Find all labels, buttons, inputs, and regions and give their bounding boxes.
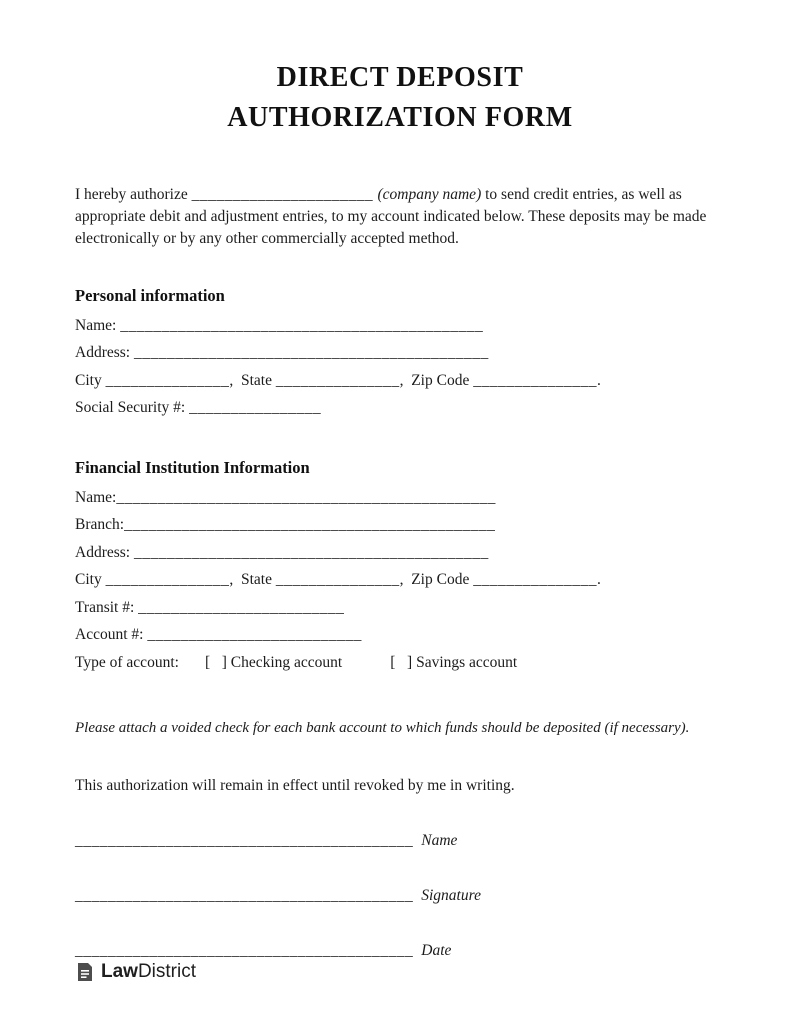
account-number-blank: __________________________: [147, 626, 362, 643]
personal-address-row: [75, 339, 725, 367]
personal-info-fields: [75, 312, 725, 422]
financial-state-label: , State: [229, 571, 276, 588]
personal-state-blank: _______________: [275, 371, 400, 389]
financial-zip-blank: _______________: [473, 571, 597, 588]
personal-name-blank: ____________________________________________: [120, 316, 484, 334]
financial-city-label: City: [75, 571, 106, 588]
logo-text: [101, 961, 196, 983]
transit-number-blank: _________________________: [138, 598, 345, 616]
intro-lead: I hereby authorize: [75, 185, 192, 203]
logo-text-district: District: [137, 961, 197, 982]
account-type-row: [75, 649, 725, 677]
personal-city-blank: _______________: [105, 371, 230, 389]
financial-name-blank: ______________________________________________: [116, 488, 496, 506]
personal-zip-blank: _______________: [473, 371, 597, 389]
checking-account-checkbox: [ ] Checking account: [204, 653, 343, 671]
logo-text-law: Law: [101, 961, 138, 982]
personal-info-heading: Personal information: [75, 285, 225, 305]
financial-name-row: [75, 484, 725, 512]
company-name-blank: ______________________: [191, 185, 378, 203]
financial-city-blank: _______________: [105, 571, 230, 588]
signature-date-blank: _________________________________________: [75, 942, 414, 959]
signature-section: [75, 830, 725, 962]
personal-ssn-row: [75, 394, 725, 422]
financial-address-row: [75, 539, 725, 567]
form-title: [75, 0, 725, 138]
voided-check-note: Please attach a voided check for each bank account to which funds should be deposited (if necessary).: [75, 720, 690, 736]
personal-address-blank: ___________________________________________: [133, 344, 489, 361]
personal-name-label: Name:: [75, 316, 121, 334]
financial-address-blank: ___________________________________________: [133, 543, 489, 561]
intro-body: to send credit entries, as well as appropriate debit and adjustment entries, to my account indicated below. These deposits may be made electronically or by any other commercially accepted method.: [75, 185, 711, 247]
document-icon: [75, 962, 95, 982]
financial-city-row-period: .: [596, 571, 601, 588]
transit-number-label: Transit #:: [75, 598, 139, 616]
company-name-hint: (company name): [377, 185, 482, 203]
signature-date-row: [75, 940, 725, 962]
financial-info-fields: [75, 484, 725, 677]
signature-sign-row: [75, 885, 725, 907]
account-number-label: Account #:: [75, 626, 148, 643]
financial-zip-label: , Zip Code: [399, 571, 474, 588]
personal-zip-label: , Zip Code: [399, 371, 474, 389]
financial-branch-label: Branch:: [75, 516, 125, 533]
personal-name-row: [75, 312, 725, 340]
financial-info-heading: Financial Institution Information: [75, 457, 310, 477]
personal-city-row-period: .: [596, 371, 601, 389]
form-title-line1: DIRECT DEPOSIT: [276, 62, 524, 93]
signature-name-row: [75, 830, 725, 852]
financial-city-state-zip-row: [75, 566, 725, 594]
savings-account-checkbox: [ ] Savings account: [390, 653, 518, 671]
personal-ssn-blank: ________________: [189, 399, 322, 416]
financial-name-label: Name:: [75, 488, 117, 506]
account-type-label: Type of account:: [75, 653, 179, 671]
lawdistrict-logo: [75, 961, 196, 983]
signature-name-label: Name: [421, 832, 458, 849]
financial-address-label: Address:: [75, 543, 134, 561]
signature-date-label: Date: [421, 942, 452, 959]
financial-state-blank: _______________: [275, 571, 400, 588]
signature-sign-blank: _________________________________________: [75, 887, 414, 904]
signature-name-blank: _________________________________________: [75, 832, 414, 849]
personal-ssn-label: Social Security #:: [75, 399, 190, 416]
financial-branch-blank: _____________________________________________: [124, 516, 496, 533]
financial-branch-row: [75, 511, 725, 539]
personal-address-label: Address:: [75, 344, 134, 361]
account-number-row: [75, 621, 725, 649]
signature-sign-label: Signature: [421, 887, 481, 904]
authorization-statement: This authorization will remain in effect until revoked by me in writing.: [75, 777, 515, 794]
transit-number-row: [75, 594, 725, 622]
personal-city-state-zip-row: [75, 367, 725, 395]
personal-state-label: , State: [229, 371, 276, 389]
form-title-line2: AUTHORIZATION FORM: [227, 101, 573, 133]
intro-paragraph: [75, 184, 725, 250]
personal-city-label: City: [75, 371, 106, 389]
